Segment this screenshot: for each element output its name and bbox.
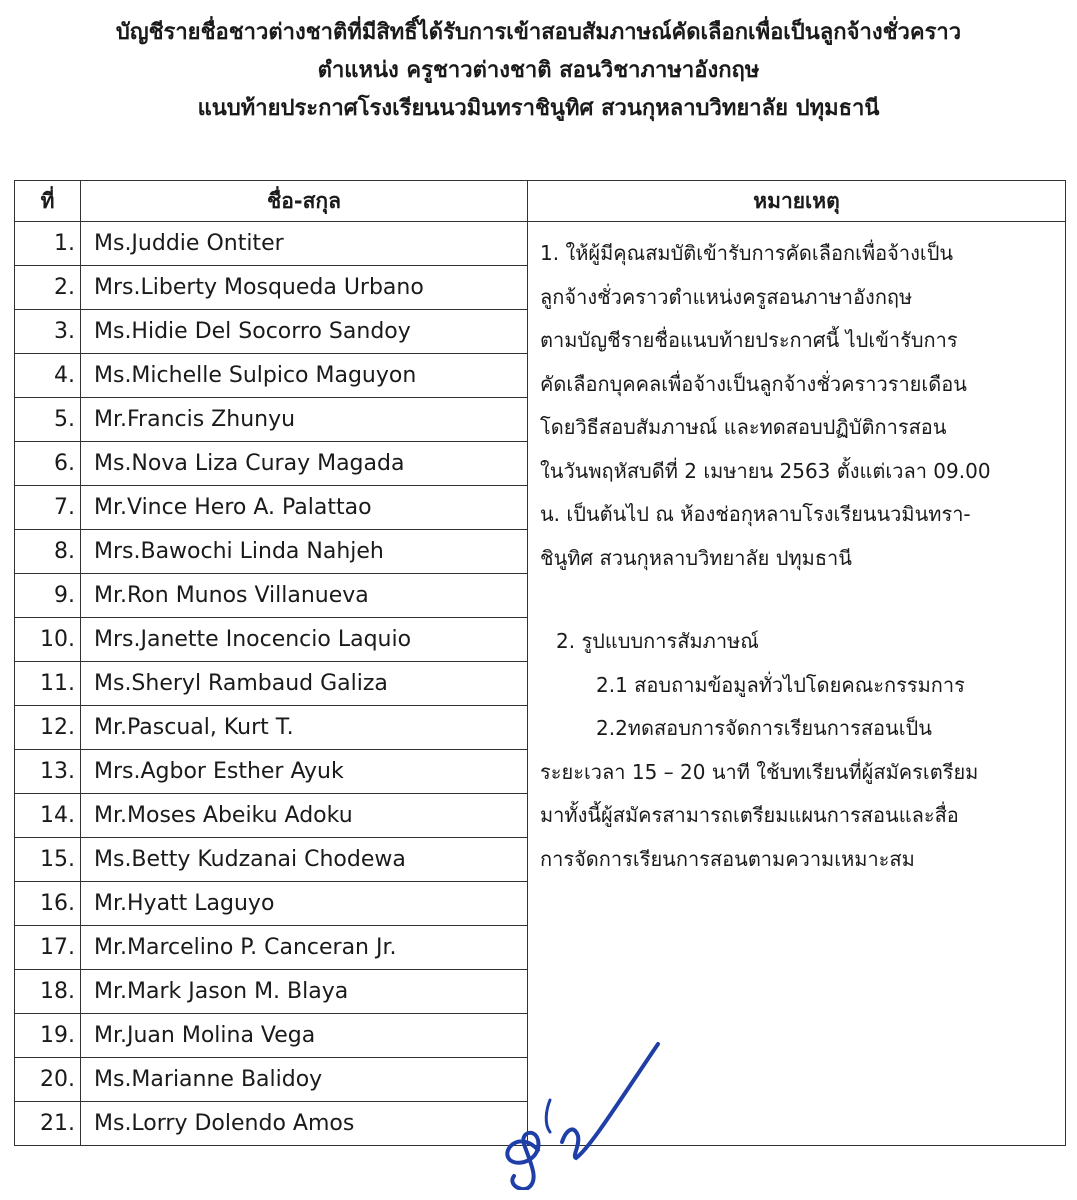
row-number: 16. — [15, 882, 81, 926]
row-number: 1. — [15, 222, 81, 266]
candidate-name: Ms.Marianne Balidoy — [81, 1058, 528, 1102]
row-number: 8. — [15, 530, 81, 574]
row-number: 15. — [15, 838, 81, 882]
header-title-line-3: แนบท้ายประกาศโรงเรียนนวมินทราชินูทิศ สวนกุหลาบวิทยาลัย ปทุมธานี — [197, 96, 880, 121]
candidate-name: Ms.Michelle Sulpico Maguyon — [81, 354, 528, 398]
candidate-name: Mr.Ron Munos Villanueva — [81, 574, 528, 618]
row-number: 11. — [15, 662, 81, 706]
candidate-name: Mr.Pascual, Kurt T. — [81, 706, 528, 750]
candidate-name: Mr.Juan Molina Vega — [81, 1014, 528, 1058]
table-body — [15, 222, 1066, 1146]
header-title-line-1: บัญชีรายชื่อชาวต่างชาติที่มีสิทธิ์ได้รับการเข้าสอบสัมภาษณ์คัดเลือกเพื่อเป็นลูกจ้างชั่วคราว — [115, 20, 962, 45]
candidate-name: Mrs.Agbor Esther Ayuk — [81, 750, 528, 794]
remarks-line: ในวันพฤหัสบดีที่ 2 เมษายน 2563 ตั้งแต่เวลา 09.00 — [540, 458, 991, 483]
row-number: 9. — [15, 574, 81, 618]
candidate-name: Mrs.Liberty Mosqueda Urbano — [81, 266, 528, 310]
candidate-name: Mr.Marcelino P. Canceran Jr. — [81, 926, 528, 970]
column-header-remarks: หมายเหตุ — [528, 181, 1066, 222]
candidate-name: Ms.Nova Liza Curay Magada — [81, 442, 528, 486]
document-header — [0, 14, 1077, 128]
row-number: 12. — [15, 706, 81, 750]
remarks-line: ระยะเวลา 15 – 20 นาที ใช้บทเรียนที่ผู้สมัครเตรียม — [540, 759, 979, 784]
candidate-name: Ms.Lorry Dolendo Amos — [81, 1102, 528, 1146]
candidate-name: Mrs.Janette Inocencio Laquio — [81, 618, 528, 662]
remarks-section-title: 2. รูปแบบการสัมภาษณ์ — [556, 629, 759, 653]
row-number: 6. — [15, 442, 81, 486]
remarks-item: 2.1 สอบถามข้อมูลทั่วไปโดยคณะกรรมการ — [596, 672, 965, 697]
candidate-name: Ms.Hidie Del Socorro Sandoy — [81, 310, 528, 354]
candidate-name: Mr.Mark Jason M. Blaya — [81, 970, 528, 1014]
candidate-name: Mr.Moses Abeiku Adoku — [81, 794, 528, 838]
row-number: 18. — [15, 970, 81, 1014]
row-number: 7. — [15, 486, 81, 530]
remarks-line: น. เป็นต้นไป ณ ห้องช่อกุหลาบโรงเรียนนวมินทรา- — [540, 502, 971, 526]
remarks-line: ชินูทิศ สวนกุหลาบวิทยาลัย ปทุมธานี — [540, 545, 852, 570]
row-number: 17. — [15, 926, 81, 970]
candidate-name: Mrs.Bawochi Linda Nahjeh — [81, 530, 528, 574]
remarks-line: โดยวิธีสอบสัมภาษณ์ และทดสอบปฏิบัติการสอน — [540, 415, 947, 439]
remarks-cell — [528, 222, 1066, 1146]
row-number: 2. — [15, 266, 81, 310]
row-number: 14. — [15, 794, 81, 838]
remarks-line: 1. ให้ผู้มีคุณสมบัติเข้ารับการคัดเลือกเพื่อจ้างเป็น — [540, 241, 954, 265]
remarks-line: การจัดการเรียนการสอนตามความเหมาะสม — [540, 846, 915, 871]
row-number: 3. — [15, 310, 81, 354]
table-row — [15, 222, 1066, 266]
candidate-name: Mr.Vince Hero A. Palattao — [81, 486, 528, 530]
header-title-line-2: ตำแหน่ง ครูชาวต่างชาติ สอนวิชาภาษาอังกฤษ — [317, 58, 760, 83]
candidate-name: Ms.Juddie Ontiter — [81, 222, 528, 266]
row-number: 19. — [15, 1014, 81, 1058]
signature-mark — [480, 1040, 670, 1190]
candidate-name: Ms.Sheryl Rambaud Galiza — [81, 662, 528, 706]
row-number: 10. — [15, 618, 81, 662]
candidate-name: Mr.Francis Zhunyu — [81, 398, 528, 442]
remarks-line: คัดเลือกบุคคลเพื่อจ้างเป็นลูกจ้างชั่วคราวรายเดือน — [540, 371, 967, 396]
table-header-row — [15, 181, 1066, 222]
column-header-number: ที่ — [15, 181, 81, 222]
candidate-name: Mr.Hyatt Laguyo — [81, 882, 528, 926]
remarks-item: 2.2ทดสอบการจัดการเรียนการสอนเป็น — [596, 716, 932, 740]
candidate-name: Ms.Betty Kudzanai Chodewa — [81, 838, 528, 882]
remarks-line: ลูกจ้างชั่วคราวตำแหน่งครูสอนภาษาอังกฤษ — [540, 284, 913, 309]
remarks-spacer — [540, 580, 1053, 620]
row-number: 4. — [15, 354, 81, 398]
candidate-table — [14, 180, 1066, 1146]
column-header-name: ชื่อ-สกุล — [81, 181, 528, 222]
remarks-line: ตามบัญชีรายชื่อแนบท้ายประกาศนี้ ไปเข้ารับการ — [540, 328, 958, 352]
row-number: 5. — [15, 398, 81, 442]
row-number: 13. — [15, 750, 81, 794]
row-number: 21. — [15, 1102, 81, 1146]
remarks-line: มาทั้งนี้ผู้สมัครสามารถเตรียมแผนการสอนและสื่อ — [540, 803, 959, 827]
row-number: 20. — [15, 1058, 81, 1102]
